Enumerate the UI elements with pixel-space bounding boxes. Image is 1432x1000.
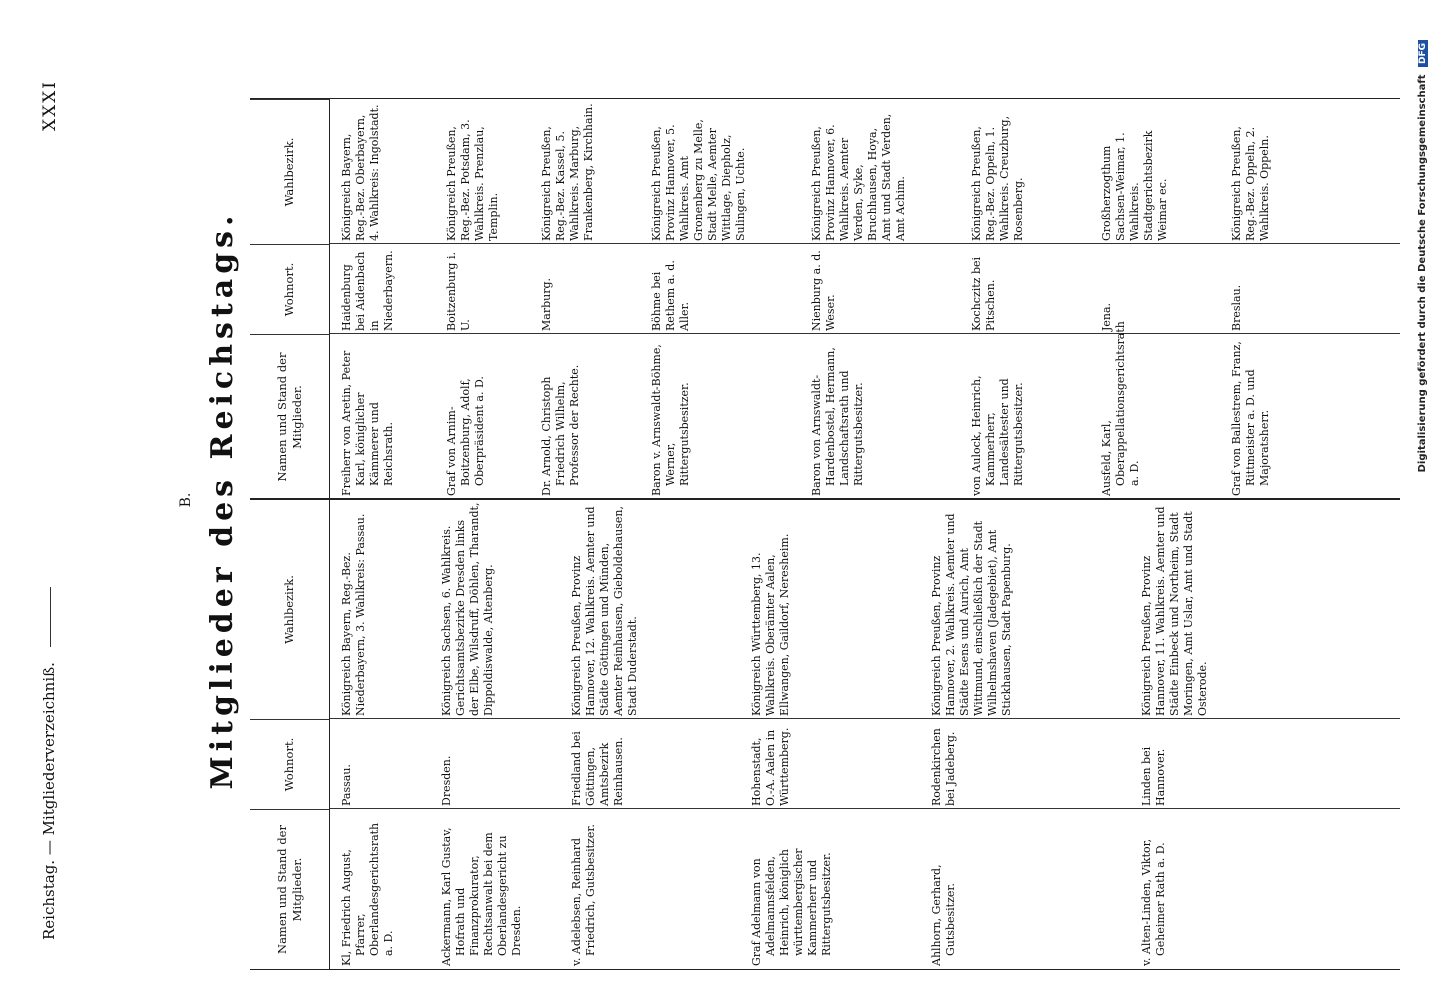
section-letter: B. — [178, 492, 194, 508]
member-district: Königreich Württemberg, 13. Wahlkreis. Oberämter Aalen, Ellwangen, Gaildorf, Neresheim. — [750, 533, 791, 716]
member-district: Großherzogthum Sachsen-Weimar, 1. Wahlkreis. Stadtgerichtsbezirk Weimar ec. — [1100, 130, 1169, 241]
member-name: Baron v. Arnswaldt-Böhme, Werner, Rittergutsbesitzer. — [650, 344, 691, 496]
member-district: Königreich Bayern, Reg.-Bez. Oberbayern, 4. Wahlkreis: Ingolstadt. — [340, 104, 381, 241]
page-number: XXXI — [40, 80, 60, 132]
member-residence: Boitzenburg i. U. — [445, 252, 472, 331]
column-header-name: Namen und Stand der Mitglieder. — [250, 334, 330, 499]
members-table-left — [250, 498, 1400, 970]
column-header-residence: Wohnort. — [250, 719, 330, 809]
member-residence: Jena. — [1100, 302, 1113, 331]
member-district: Königreich Preußen, Provinz Hannover, 11. Wahlkreis. Aemter und Städte Einbeck und Northeim, Stadt Moringen, Amt Uslar, Amt und Stadt Osterode. — [1140, 506, 1209, 716]
running-title — [40, 587, 58, 940]
member-name: Kl, Friedrich August, Pfarrer, Oberlandesgerichtsrath a. D. — [340, 822, 395, 966]
digitization-note-text: Digitalisierung gefördert durch die Deutsche Forschungsgemeinschaft — [1417, 74, 1428, 473]
member-residence: Kochczitz bei Pitschen. — [970, 256, 997, 331]
member-name: von Aulock, Heinrich, Kammerherr, Landesältester und Rittergutsbesitzer. — [970, 375, 1025, 496]
column-header-district: Wahlbezirk. — [250, 499, 330, 719]
member-name: Graf von Arnim-Boitzenburg, Adolf, Oberpräsident a. D. — [445, 376, 486, 496]
member-residence: Rodenkirchen bei Jadeberg. — [930, 728, 957, 806]
digitization-footer — [1410, 0, 1432, 1000]
member-district: Königreich Preußen, Reg.-Bez. Kassel, 5. Wahlkreis. Marburg, Frankenberg, Kirchhain. — [540, 103, 595, 241]
member-name: v. Adelebsen, Reinhard Friedrich, Gutsbesitzer. — [570, 824, 597, 966]
member-district: Königreich Bayern, Reg.-Bez. Niederbayern, 3. Wahlkreis: Passau. — [340, 513, 367, 716]
member-name: Baron von Arnswaldt-Hardenbostel, Hermann, Landschaftsrath und Rittergutsbesitzer. — [810, 347, 865, 496]
column-header-residence: Wohnort. — [250, 244, 330, 334]
member-residence: Linden bei Hannover. — [1140, 746, 1167, 806]
member-name: v. Alten-Linden, Viktor, Geheimer Rath a. D. — [1140, 838, 1167, 966]
member-residence: Nienburg a. d. Weser. — [810, 250, 837, 331]
member-residence: Breslau. — [1230, 284, 1243, 331]
dfg-logo: DFG — [1418, 40, 1428, 67]
member-name: Graf von Ballestrem, Franz, Rittmeister a. D. und Majoratsherr. — [1230, 341, 1271, 496]
member-name: Dr. Arnold, Christoph Friedrich Wilhelm, Professor der Rechte. — [540, 364, 581, 496]
member-name: Ahlhorn, Gerhard, Gutsbesitzer. — [930, 864, 957, 966]
member-district: Königreich Preußen, Provinz Hannover, 12. Wahlkreis. Aemter und Städte Göttingen und Münden, Aemter Reinhausen, Gieboldehausen, Stadt Duderstadt. — [570, 506, 639, 716]
member-name: Freiherr von Aretin, Peter Karl, königlicher Kämmerer und Reichsrath. — [340, 350, 395, 496]
member-residence: Marburg. — [540, 277, 553, 331]
member-district: Königreich Preußen, Provinz Hannover, 2. Wahlkreis. Aemter und Städte Esens und Aurich, Amt Wittmund, einschließlich der Stadt Wilhelmshaven (Jadegebiet), Amt Stickhausen, Stadt Papenburg. — [930, 513, 1013, 716]
header-rule — [50, 587, 51, 647]
member-residence: Hohenstadt, O.-A. Aalen in Württemberg. — [750, 727, 791, 806]
member-residence: Dresden. — [440, 755, 453, 806]
member-district: Königreich Preußen, Provinz Hannover, 5. Wahlkreis. Amt Gronenberg zu Melle, Stadt Melle, Aemter Wittlage, Diepholz, Sulingen, Uchte. — [650, 119, 747, 241]
member-district: Königreich Sachsen, 6. Wahlkreis. Gerichtsamtsbezirke Dresden links der Elbe, Wilsdruff, Döhlen, Tharandt, Dippoldiswalde, Altenberg. — [440, 502, 495, 716]
digitization-note — [1417, 40, 1428, 472]
member-residence: Böhme bei Rethem a. d. Aller. — [650, 260, 691, 331]
member-district: Königreich Preußen, Reg.-Bez. Oppeln, 1. Wahlkreis. Creuzburg, Rosenberg. — [970, 115, 1025, 241]
member-residence: Passau. — [340, 764, 353, 806]
member-district: Königreich Preußen, Provinz Hannover, 6. Wahlkreis. Aemter Verden, Syke, Bruchhausen, Hoya, Amt und Stadt Verden, Amt Achim. — [810, 113, 907, 241]
section-title: Mitglieder des Reichstags. — [205, 210, 240, 790]
member-name: Ackermann, Karl Gustav, Hofrath und Finanzprokurator, Rechtsanwalt bei dem Oberlandesgericht zu Dresden. — [440, 827, 523, 966]
member-district: Königreich Preußen, Reg.-Bez. Potsdam, 3. Wahlkreis. Prenzlau, Templin. — [445, 119, 500, 241]
member-residence: Friedland bei Göttingen, Amtsbezirk Reinhausen. — [570, 731, 625, 806]
column-header-district: Wahlbezirk. — [250, 99, 330, 244]
members-table-right — [250, 98, 1400, 500]
member-name: Ausfeld, Karl, Oberappellationsgerichtsrath a. D. — [1100, 321, 1141, 496]
member-residence: Haidenburg bei Aidenbach in Niederbayern. — [340, 250, 395, 331]
column-header-name: Namen und Stand der Mitglieder. — [250, 809, 330, 969]
member-district: Königreich Preußen, Reg.-Bez. Oppeln, 2. Wahlkreis. Oppeln. — [1230, 126, 1271, 241]
running-title-text: Reichstag. — Mitgliederverzeichniß. — [40, 662, 58, 940]
member-name: Graf Adelmann von Adelmannsfelden, Heinrich, königlich württembergischer Kammerherr und Rittergutsbesitzer. — [750, 848, 833, 966]
